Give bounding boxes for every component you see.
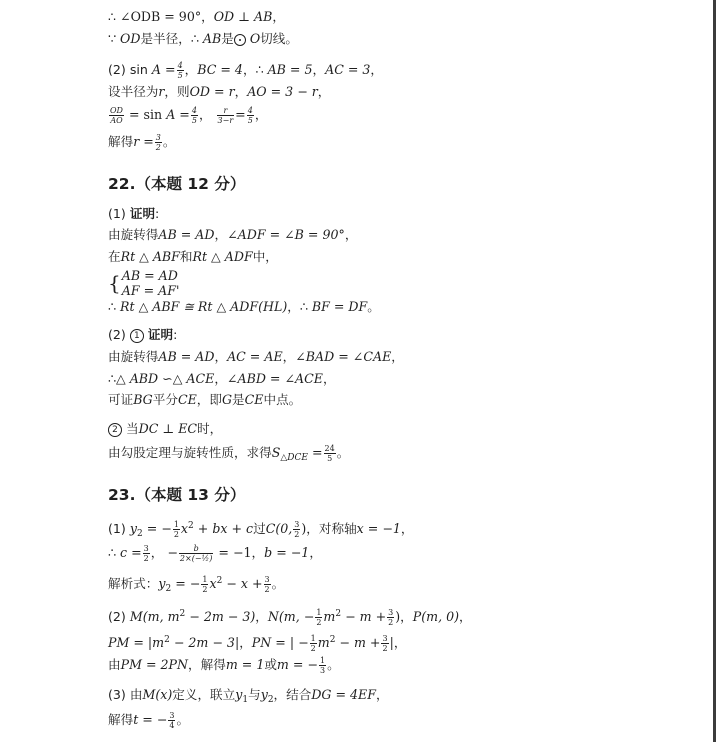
text: ∴ (108, 545, 121, 560)
text: ， (282, 349, 296, 364)
text: 定义，联立 (172, 687, 236, 702)
text: ， (239, 635, 252, 650)
text: 。 (367, 299, 380, 314)
text: ， (255, 609, 268, 624)
math: = − (171, 576, 201, 591)
numerator: r (217, 106, 235, 116)
numerator: 4 (191, 106, 197, 115)
q22-line-2 (108, 249, 278, 265)
denominator: 5 (247, 116, 253, 125)
numerator: 4 (247, 106, 253, 115)
q23-line-1 (108, 518, 414, 542)
text: 是半径，∴ (140, 31, 203, 46)
math: AB = 5 (267, 62, 313, 77)
text: ，对称轴 (306, 521, 357, 536)
math: OD (120, 31, 141, 46)
denominator: 2 (316, 618, 322, 627)
text: ， (400, 521, 414, 536)
subscript: 2 (267, 695, 274, 705)
denominator: 5 (191, 116, 197, 125)
text: 中， (252, 249, 278, 264)
math: x (180, 521, 189, 536)
text: ， (459, 609, 472, 624)
math: = −1 (214, 545, 252, 560)
math: CE (177, 392, 197, 407)
math: m = − (276, 657, 318, 672)
text: ，∴ (242, 62, 268, 77)
math: OD = r (189, 84, 235, 99)
text: ， (393, 635, 407, 650)
q23-line-2 (108, 544, 322, 563)
text: ，结合 (273, 687, 312, 702)
denominator: 2 (155, 143, 161, 152)
text: 在 (108, 249, 121, 264)
denominator: 2×(−½) (179, 554, 213, 563)
q23-line-8 (108, 711, 189, 730)
denominator: 2 (294, 530, 300, 539)
text: 。 (327, 657, 340, 672)
numerator: b (179, 544, 214, 554)
fraction (109, 106, 124, 125)
math: ) (301, 521, 307, 536)
text: 解得 (108, 134, 134, 149)
numerator: 4 (177, 61, 183, 70)
q21-line-2 (108, 31, 298, 47)
numerator: OD (110, 106, 123, 115)
math: − m + (341, 609, 387, 624)
q23-line-6 (108, 656, 340, 675)
text: ， (370, 62, 383, 77)
math: ∠ABD = ∠ACE (226, 371, 323, 386)
denominator: 2 (264, 585, 270, 594)
math: P(m, 0) (412, 609, 460, 624)
denominator: 2 (202, 585, 208, 594)
math: c = (120, 545, 142, 560)
text: ， (309, 545, 322, 560)
fraction (217, 106, 235, 125)
text: ， (312, 62, 326, 77)
text: 与 (248, 687, 261, 702)
denominator: 5 (177, 71, 183, 80)
math: G (221, 392, 233, 407)
numerator: 3 (294, 520, 300, 529)
text: : (155, 206, 160, 221)
math: r = (133, 134, 154, 149)
q22-line-7 (108, 444, 349, 466)
q21-line-1 (108, 9, 285, 25)
text: 。 (271, 576, 285, 591)
math: M(x) (142, 687, 173, 702)
math: CE (244, 392, 264, 407)
math: ABD ∽△ ACE (129, 371, 215, 386)
math: − 2m − 3) (185, 609, 256, 624)
math: ) (395, 609, 401, 624)
text: 和 (179, 249, 193, 264)
math: O (249, 31, 261, 46)
math: PN = | − (251, 635, 309, 650)
text: ， (322, 371, 336, 386)
fraction (177, 61, 184, 80)
text: ，解得 (188, 657, 226, 672)
fraction (319, 656, 326, 675)
denominator: 4 (169, 721, 175, 730)
text: ∴ ∠ODB = 90°， (108, 9, 214, 24)
part-label: (2) (108, 327, 126, 342)
math: m (323, 609, 336, 624)
part-label: (2) (108, 609, 130, 624)
numerator: 3 (155, 133, 161, 142)
math: ∠BAD = ∠CAE (295, 349, 392, 364)
text: ， (214, 227, 228, 242)
subscript: 2 (136, 529, 143, 539)
text: 由 (108, 657, 121, 672)
text: 由旋转得 (108, 349, 159, 364)
denominator: 3 (319, 666, 326, 675)
numerator: 24 (324, 444, 335, 453)
superscript: 2 (329, 635, 336, 645)
numerator: 1 (202, 575, 208, 584)
superscript: 2 (216, 576, 223, 586)
q21-line-3 (108, 61, 383, 80)
fraction (381, 634, 388, 653)
text: 时， (197, 421, 223, 436)
q22-part2-label (108, 327, 177, 343)
numerator: 1 (316, 608, 322, 617)
fraction (264, 575, 271, 594)
numerator: 3 (388, 608, 394, 617)
text: ， (234, 84, 248, 99)
part-label: (3) 由 (108, 687, 143, 702)
text: 中点。 (263, 392, 302, 407)
text: ∴ (108, 299, 121, 314)
denominator: 2 (143, 554, 149, 563)
math: r (158, 84, 165, 99)
numerator: 3 (264, 575, 270, 584)
math: − m + (335, 635, 381, 650)
numerator: 1 (319, 656, 326, 665)
q22-case-system (108, 268, 179, 298)
q23-line-7 (108, 687, 389, 708)
text: ， (317, 84, 331, 99)
math: M(m, m (129, 609, 180, 624)
numerator: 3 (143, 544, 149, 553)
fraction (387, 608, 394, 627)
circled-number-1: 1 (130, 329, 144, 343)
fraction (168, 711, 175, 730)
math: AC = 3 (325, 62, 371, 77)
fraction (324, 444, 336, 463)
math: ∠ADF = ∠B = 90° (227, 227, 345, 242)
math: = − (142, 521, 172, 536)
math: | (389, 635, 394, 650)
q22-line-1 (108, 227, 357, 243)
text: ， (391, 349, 404, 364)
q21-line-5 (108, 106, 267, 125)
text: ， (150, 545, 164, 560)
part-label: (2) sin (108, 62, 148, 77)
q22-line-4 (108, 349, 404, 365)
q23-heading: 23.（本题 13 分） (108, 486, 246, 504)
fraction (310, 634, 317, 653)
fraction (191, 106, 198, 125)
math: m (317, 635, 330, 650)
math: = (307, 445, 323, 460)
q22-line-5 (108, 371, 336, 387)
part-label: (1) (108, 206, 126, 221)
math: AB (202, 31, 222, 46)
case-line-2: AF = AF (121, 283, 176, 298)
numerator: 3 (169, 711, 175, 720)
denominator: 2 (173, 530, 179, 539)
q23-line-3 (108, 573, 284, 597)
math: Rt △ ADF (192, 249, 253, 264)
q21-line-6 (108, 133, 175, 152)
numerator: 3 (382, 634, 388, 643)
text: ， (254, 107, 268, 122)
math: y (158, 576, 166, 591)
case-lines (122, 268, 180, 298)
text: 。 (162, 134, 176, 149)
fraction (179, 544, 214, 563)
text: 是 (232, 392, 245, 407)
denominator: 3−r (217, 116, 234, 125)
math: PM = |m (108, 635, 165, 650)
text: ， (272, 9, 285, 24)
fraction (201, 575, 208, 594)
math: m = 1 (225, 657, 265, 672)
math: AB = AD (158, 349, 215, 364)
text: ∵ (108, 31, 121, 46)
text: 过 (253, 521, 266, 536)
text: ，则 (164, 84, 190, 99)
text: 当 (122, 421, 139, 436)
fraction (247, 106, 254, 125)
math: A = (166, 107, 190, 122)
math: y (260, 687, 268, 702)
q23-line-4 (108, 606, 472, 627)
math: Rt △ ABF ≅ Rt △ ADF(HL) (120, 299, 288, 314)
text: 由勾股定理与旋转性质，求得 (108, 445, 272, 460)
text: ， (214, 349, 228, 364)
subscript: 2 (165, 584, 172, 594)
math: t = − (133, 712, 168, 727)
text: ∴△ (108, 371, 130, 386)
text: 是 (221, 31, 234, 46)
math: − 2m − 3| (169, 635, 240, 650)
circled-number-2: 2 (108, 423, 122, 437)
text: ' (175, 283, 180, 298)
text: 由旋转得 (108, 227, 159, 242)
text: 平分 (152, 392, 178, 407)
fraction (315, 608, 322, 627)
text: ， (214, 371, 227, 386)
math: = (235, 107, 246, 122)
math: BF = DF (311, 299, 368, 314)
text: ， (376, 687, 389, 702)
text: 切线。 (260, 31, 298, 46)
left-brace: { (108, 271, 121, 295)
math: AC = AE (227, 349, 283, 364)
subscript: 1 (242, 695, 249, 705)
denominator: 2 (310, 644, 316, 653)
circle-dot-icon (234, 34, 246, 46)
math: Rt △ ABF (120, 249, 180, 264)
math: AO = 3 − r (247, 84, 318, 99)
math: BG (133, 392, 153, 407)
math: = sin (129, 107, 163, 122)
math: BC = 4 (197, 62, 243, 77)
q23-line-5 (108, 632, 406, 653)
fraction (155, 133, 162, 152)
fraction (173, 520, 180, 539)
text: ，即 (196, 392, 222, 407)
math: y (235, 687, 243, 702)
math: − x + (222, 576, 263, 591)
superscript: 2 (179, 609, 186, 619)
superscript: 2 (335, 609, 342, 619)
text: ， (344, 227, 358, 242)
text: : (173, 327, 178, 342)
math: AB = AD (158, 227, 215, 242)
case-line-1: AB = AD (121, 268, 178, 283)
numerator: 1 (173, 520, 179, 529)
text: 解得 (108, 712, 134, 727)
math: y (129, 521, 137, 536)
text: 。 (176, 712, 190, 727)
superscript: 2 (188, 521, 194, 531)
text: ， (198, 107, 212, 122)
text: ，∴ (287, 299, 312, 314)
math: S (271, 445, 281, 460)
q21-line-4 (108, 84, 330, 100)
math: x = −1 (356, 521, 401, 536)
text: 解析式： (108, 576, 159, 591)
fraction (293, 520, 300, 539)
subscript: △DCE (280, 453, 308, 463)
numerator: 1 (310, 634, 316, 643)
part-label: (1) (108, 521, 130, 536)
fraction (143, 544, 150, 563)
denominator: 2 (388, 618, 394, 627)
math: C(0, (265, 521, 293, 536)
q22-line-3 (108, 299, 380, 315)
text: 。 (336, 445, 350, 460)
q22-part1-label (108, 206, 159, 222)
text: 或 (264, 657, 277, 672)
denominator: AO (110, 116, 123, 125)
math: DC ⊥ EC (138, 421, 198, 436)
math: x (209, 576, 217, 591)
q22-line-6 (108, 392, 301, 408)
text: ， (184, 62, 198, 77)
denominator: 2 (382, 644, 388, 653)
denominator: 5 (327, 454, 333, 463)
math: A = (151, 62, 176, 77)
proof-label: 证明 (129, 206, 156, 221)
q22-part2-sub2 (108, 421, 222, 437)
math: − (167, 545, 178, 560)
math: + bx + c (193, 521, 254, 536)
text: ， (251, 545, 265, 560)
math: DG = 4EF (311, 687, 376, 702)
proof-label: 证明 (147, 327, 174, 342)
superscript: 2 (164, 635, 170, 645)
math: b = −1 (264, 545, 310, 560)
math: N(m, − (267, 609, 315, 624)
text: 可证 (108, 392, 134, 407)
q22-heading: 22.（本题 12 分） (108, 175, 246, 193)
text: ， (400, 609, 413, 624)
text: 设半径为 (108, 84, 159, 99)
math: OD ⊥ AB (213, 9, 273, 24)
math: PM = 2PN (120, 657, 189, 672)
